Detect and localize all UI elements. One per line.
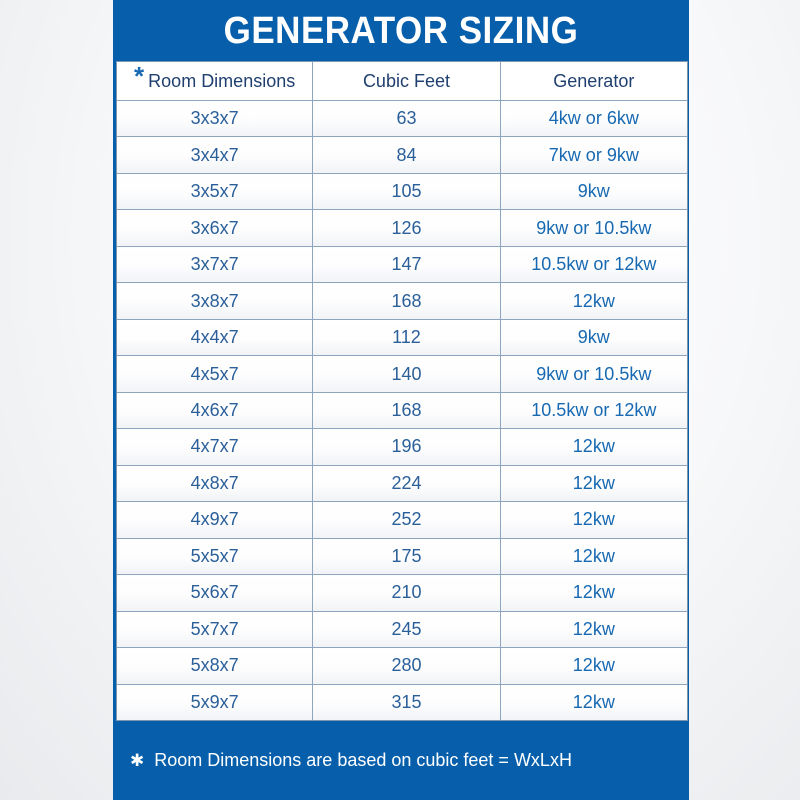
table-row <box>117 685 687 720</box>
table-row <box>117 247 687 283</box>
cubic-feet-cell: 112 <box>313 320 500 355</box>
cubic-feet-cell: 224 <box>313 466 500 501</box>
table-row <box>117 320 687 356</box>
room-dimensions-header: * Room Dimensions <box>117 62 313 100</box>
room-dimensions-cell: 4x7x7 <box>117 429 313 464</box>
room-dimensions-cell: 3x7x7 <box>117 247 313 282</box>
generator-header-label: Generator <box>553 70 635 91</box>
cubic-feet-cell: 245 <box>313 612 500 647</box>
title-band <box>113 0 689 61</box>
table-row <box>117 429 687 465</box>
table-row <box>117 502 687 538</box>
cubic-feet-cell: 252 <box>313 502 500 537</box>
room-dimensions-cell: 4x6x7 <box>117 393 313 428</box>
table-row <box>117 612 687 648</box>
generator-cell: 9kw <box>577 327 610 348</box>
table-row <box>117 648 687 684</box>
generator-cell: 12kw <box>572 618 615 639</box>
room-dimensions-cell: 3x3x7 <box>117 101 313 136</box>
table-row <box>117 466 687 502</box>
cubic-feet-cell: 280 <box>313 648 500 683</box>
cubic-feet-cell: 175 <box>313 539 500 574</box>
cubic-feet-cell: 315 <box>313 685 500 720</box>
table-row <box>117 575 687 611</box>
generator-cell: 12kw <box>572 509 615 530</box>
room-dimensions-cell: 5x5x7 <box>117 539 313 574</box>
footnote-text: Room Dimensions are based on cubic feet = WxLxH <box>154 750 572 770</box>
generator-cell: 9kw or 10.5kw <box>536 363 652 384</box>
table-row <box>117 356 687 392</box>
generator-cell: 12kw <box>572 582 615 603</box>
generator-cell: 10.5kw or 12kw <box>531 254 657 275</box>
room-dimensions-cell: 4x9x7 <box>117 502 313 537</box>
cubic-feet-cell: 210 <box>313 575 500 610</box>
cubic-feet-header <box>313 62 500 100</box>
cubic-feet-cell: 168 <box>313 393 500 428</box>
generator-cell: 12kw <box>572 436 615 457</box>
cubic-feet-cell: 147 <box>313 247 500 282</box>
cubic-feet-cell: 105 <box>313 174 500 209</box>
room-dimensions-header-label: Room Dimensions <box>148 70 296 91</box>
room-dimensions-cell: 5x6x7 <box>117 575 313 610</box>
room-dimensions-cell: 4x8x7 <box>117 466 313 501</box>
table-row <box>117 137 687 173</box>
generator-sizing-panel <box>113 0 689 800</box>
table-body <box>117 101 687 720</box>
cubic-feet-cell: 196 <box>313 429 500 464</box>
room-dimensions-cell: 3x5x7 <box>117 174 313 209</box>
asterisk-icon: ✱ <box>130 750 145 770</box>
cubic-feet-cell: 126 <box>313 210 500 245</box>
generator-cell: 7kw or 9kw <box>548 144 639 165</box>
cubic-feet-cell: 140 <box>313 356 500 391</box>
generator-cell: 12kw <box>572 290 615 311</box>
cubic-feet-cell: 63 <box>313 101 500 136</box>
page-title: GENERATOR SIZING <box>223 8 579 52</box>
room-dimensions-cell: 3x4x7 <box>117 137 313 172</box>
room-dimensions-cell: 5x7x7 <box>117 612 313 647</box>
table-row <box>117 174 687 210</box>
cubic-feet-cell: 84 <box>313 137 500 172</box>
room-dimensions-cell: 3x8x7 <box>117 283 313 318</box>
room-dimensions-cell: 5x8x7 <box>117 648 313 683</box>
generator-cell: 9kw or 10.5kw <box>536 217 652 238</box>
generator-header <box>501 62 687 100</box>
room-dimensions-cell: 4x4x7 <box>117 320 313 355</box>
table-row <box>117 210 687 246</box>
generator-cell: 12kw <box>572 691 615 712</box>
sizing-table <box>116 61 688 721</box>
room-dimensions-cell: 5x9x7 <box>117 685 313 720</box>
generator-cell: 4kw or 6kw <box>548 108 639 129</box>
generator-cell: 10.5kw or 12kw <box>531 399 657 420</box>
footnote-band <box>113 721 689 800</box>
table-row <box>117 283 687 319</box>
table-row <box>117 101 687 137</box>
generator-cell: 12kw <box>572 472 615 493</box>
generator-cell: 12kw <box>572 655 615 676</box>
table-header-row <box>117 62 687 101</box>
table-row <box>117 393 687 429</box>
room-dimensions-cell: 3x6x7 <box>117 210 313 245</box>
generator-cell: 12kw <box>572 545 615 566</box>
cubic-feet-header-label: Cubic Feet <box>362 70 450 91</box>
table-row <box>117 539 687 575</box>
cubic-feet-cell: 168 <box>313 283 500 318</box>
room-dimensions-cell: 4x5x7 <box>117 356 313 391</box>
generator-cell: 9kw <box>577 181 610 202</box>
